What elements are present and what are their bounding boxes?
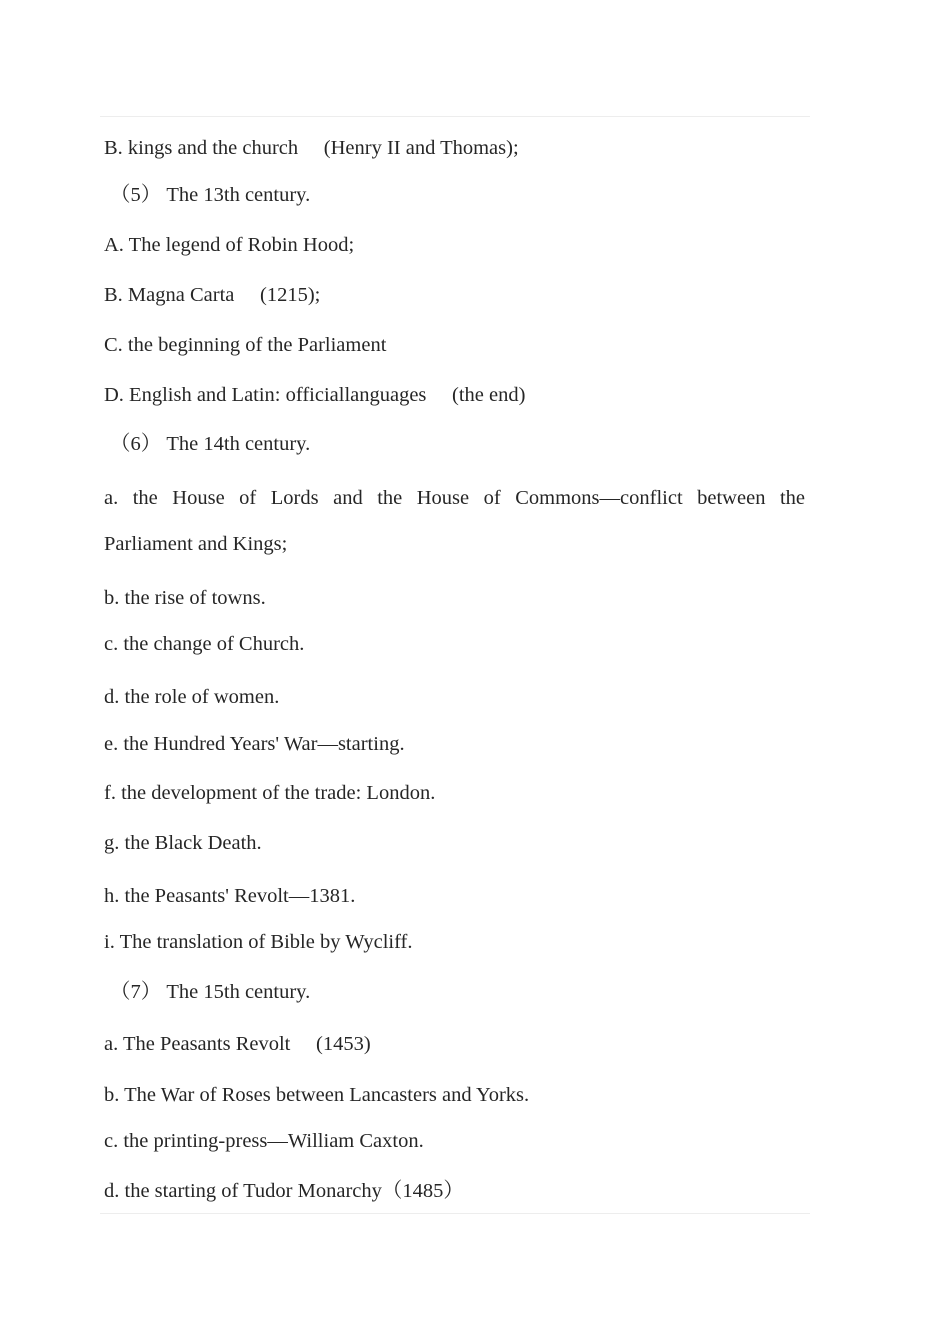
text-line-printing-press: c. the printing-press—William Caxton. [104, 1130, 424, 1152]
section-heading-13th-century: （5） The 13th century. [110, 184, 311, 206]
text-line-wycliff-bible: i. The translation of Bible by Wycliff. [104, 931, 413, 953]
text-line-lords-commons-cont: Parliament and Kings; [104, 533, 288, 555]
text-line-trade-london: f. the development of the trade: London. [104, 782, 436, 804]
text-line-hundred-years-war: e. the Hundred Years' War—starting. [104, 733, 405, 755]
text-line-tudor-monarchy: d. the starting of Tudor Monarchy（1485） [104, 1180, 464, 1202]
text-line-lords-commons: a. the House of Lords and the House of Commons—conflict between the [104, 487, 805, 509]
text-line-war-of-roses: b. The War of Roses between Lancasters and Yorks. [104, 1084, 530, 1106]
section-heading-14th-century: （6） The 14th century. [110, 433, 311, 455]
text-line-black-death: g. the Black Death. [104, 832, 262, 854]
text-line-kings-church: B. kings and the church (Henry II and Thomas); [104, 137, 519, 159]
text-line-official-languages: D. English and Latin: officiallanguages (the end) [104, 384, 526, 406]
text-line-parliament-beginning: C. the beginning of the Parliament [104, 334, 387, 356]
text-line-rise-of-towns: b. the rise of towns. [104, 587, 266, 609]
text-line-peasants-revolt-1381: h. the Peasants' Revolt—1381. [104, 885, 356, 907]
section-heading-15th-century: （7） The 15th century. [110, 981, 311, 1003]
text-line-role-of-women: d. the role of women. [104, 686, 280, 708]
footer-divider [100, 1213, 810, 1214]
text-line-peasants-revolt-1453: a. The Peasants Revolt (1453) [104, 1033, 371, 1055]
text-line-change-of-church: c. the change of Church. [104, 633, 305, 655]
text-line-robin-hood: A. The legend of Robin Hood; [104, 234, 355, 256]
text-line-magna-carta: B. Magna Carta (1215); [104, 284, 321, 306]
header-divider [100, 116, 810, 117]
